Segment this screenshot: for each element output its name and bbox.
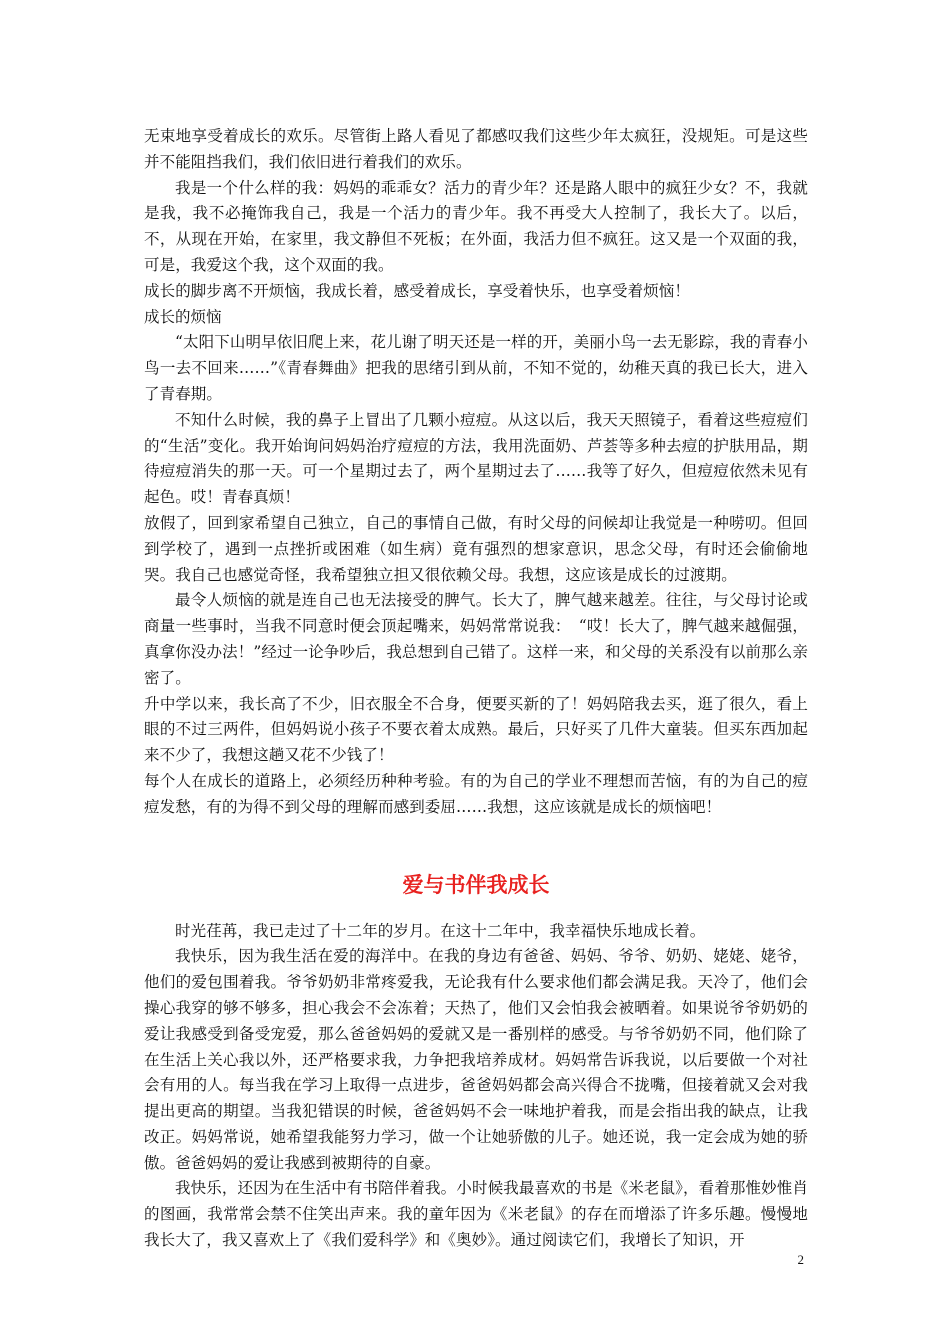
paragraph: 我是一个什么样的我：妈妈的乖乖女？活力的青少年？还是路人眼中的疯狂少女？不，我就是我，我不必掩饰我自己，我是一个活力的青少年。我不再受大人控制了，我长大了。以后，不，从现在开始，在家里，我文静但不死板；在外面，我活力但不疯狂。这又是一个双面的我，可是，我爱这个我，这个双面的我。 (144, 178, 808, 274)
essay-title: 爱与书伴我成长 (402, 871, 550, 897)
paragraph: 不知什么时候，我的鼻子上冒出了几颗小痘痘。从这以后，我天天照镜子，看着这些痘痘们的“生活”变化。我开始询问妈妈治疗痘痘的方法，我用洗面奶、芦荟等多种去痘的护肤用品，期待痘痘消失的那一天。可一个星期过去了，两个星期过去了……我等了好久，但痘痘依然未见有起色。哎！青春真烦！ (144, 410, 808, 507)
paragraph: “太阳下山明早依旧爬上来，花儿谢了明天还是一样的开，美丽小鸟一去无影踪，我的青春小鸟一去不回来……”《青春舞曲》把我的思绪引到从前，不知不觉的，幼稚天真的我已长大，进入了青春期。 (144, 333, 808, 403)
paragraph: 放假了，回到家希望自己独立，自己的事情自己做，有时父母的问候却让我觉是一种唠叨。但回到学校了，遇到一点挫折或困难（如生病）竟有强烈的想家意识，思念父母，有时还会偷偷地哭。我自己也感觉奇怪，我希望独立担又很依赖父母。我想，这应该是成长的过渡期。 (144, 513, 808, 584)
essay-growth-troubles (144, 305, 808, 821)
paragraph: 我快乐，因为我生活在爱的海洋中。在我的身边有爸爸、妈妈、爷爷、奶奶、姥姥、姥爷，他们的爱包围着我。爷爷奶奶非常疼爱我，无论我有什么要求他们都会满足我。天冷了，他们会操心我穿的够不够多，担心我会不会冻着；天热了，他们又会怕我会被晒着。如果说爷爷奶奶的爱让我感受到备受宠爱，那么爸爸妈妈的爱就又是一番别样的感受。与爷爷奶奶不同，他们除了在生活上关心我以外，还严格要求我，力争把我培养成材。妈妈常告诉我说，以后要做一个对社会有用的人。每当我在学习上取得一点进步，爸爸妈妈都会高兴得合不拢嘴，但接着就又会对我提出更高的期望。当我犯错误的时候，爸爸妈妈不会一味地护着我，而是会指出我的缺点，让我改正。妈妈常说，她希望我能努力学习，做一个让她骄傲的儿子。她还说，我一定会成为她的骄傲。爸爸妈妈的爱让我感到被期待的自豪。 (144, 947, 808, 1172)
document-page (144, 124, 808, 1254)
paragraph: 时光荏苒，我已走过了十二年的岁月。在这十二年中，我幸福快乐地成长着。 (175, 921, 706, 940)
page-number: 2 (797, 1252, 804, 1267)
paragraph: 最令人烦恼的就是连自己也无法接受的脾气。长大了，脾气越来越差。往往，与父母讨论或商量一些事时，当我不同意时便会顶起嘴来，妈妈常常说我： “哎！长大了，脾气越来越倔强，真拿你没办法！”经过一论争吵后，我总想到自己错了。这样一来，和父母的关系没有以前那么亲密了。 (144, 591, 808, 687)
section-heading: 成长的烦恼 (144, 307, 222, 326)
paragraph: 每个人在成长的道路上，必须经历种种考验。有的为自己的学业不理想而苦恼，有的为自己的痘痘发愁，有的为得不到父母的理解而感到委屈……我想，这应该就是成长的烦恼吧！ (144, 771, 808, 816)
essay-continuation (144, 124, 808, 305)
paragraph: 无束地享受着成长的欢乐。尽管街上路人看见了都感叹我们这些少年太疯狂，没规矩。可是这些并不能阻挡我们，我们依旧进行着我们的欢乐。 (144, 127, 808, 171)
paragraph: 成长的脚步离不开烦恼，我成长着，感受着成长，享受着快乐，也享受着烦恼！ (144, 281, 691, 300)
paragraph: 我快乐，还因为在生活中有书陪伴着我。小时候我最喜欢的书是《米老鼠》，看着那惟妙惟肖的图画，我常常会禁不住笑出声来。我的童年因为《米老鼠》的存在而增添了许多乐趣。慢慢地我长大了，我又喜欢上了《我们爱科学》和《奥妙》。通过阅读它们，我增长了知识，开 (144, 1179, 808, 1250)
paragraph: 升中学以来，我长高了不少，旧衣服全不合身，便要买新的了！妈妈陪我去买，逛了很久，看上眼的不过三两件，但妈妈说小孩子不要衣着太成熟。最后，只好买了几件大童装。但买东西加起来不少了，我想这趟又花不少钱了！ (144, 694, 808, 765)
essay-love-and-books (144, 919, 808, 1254)
